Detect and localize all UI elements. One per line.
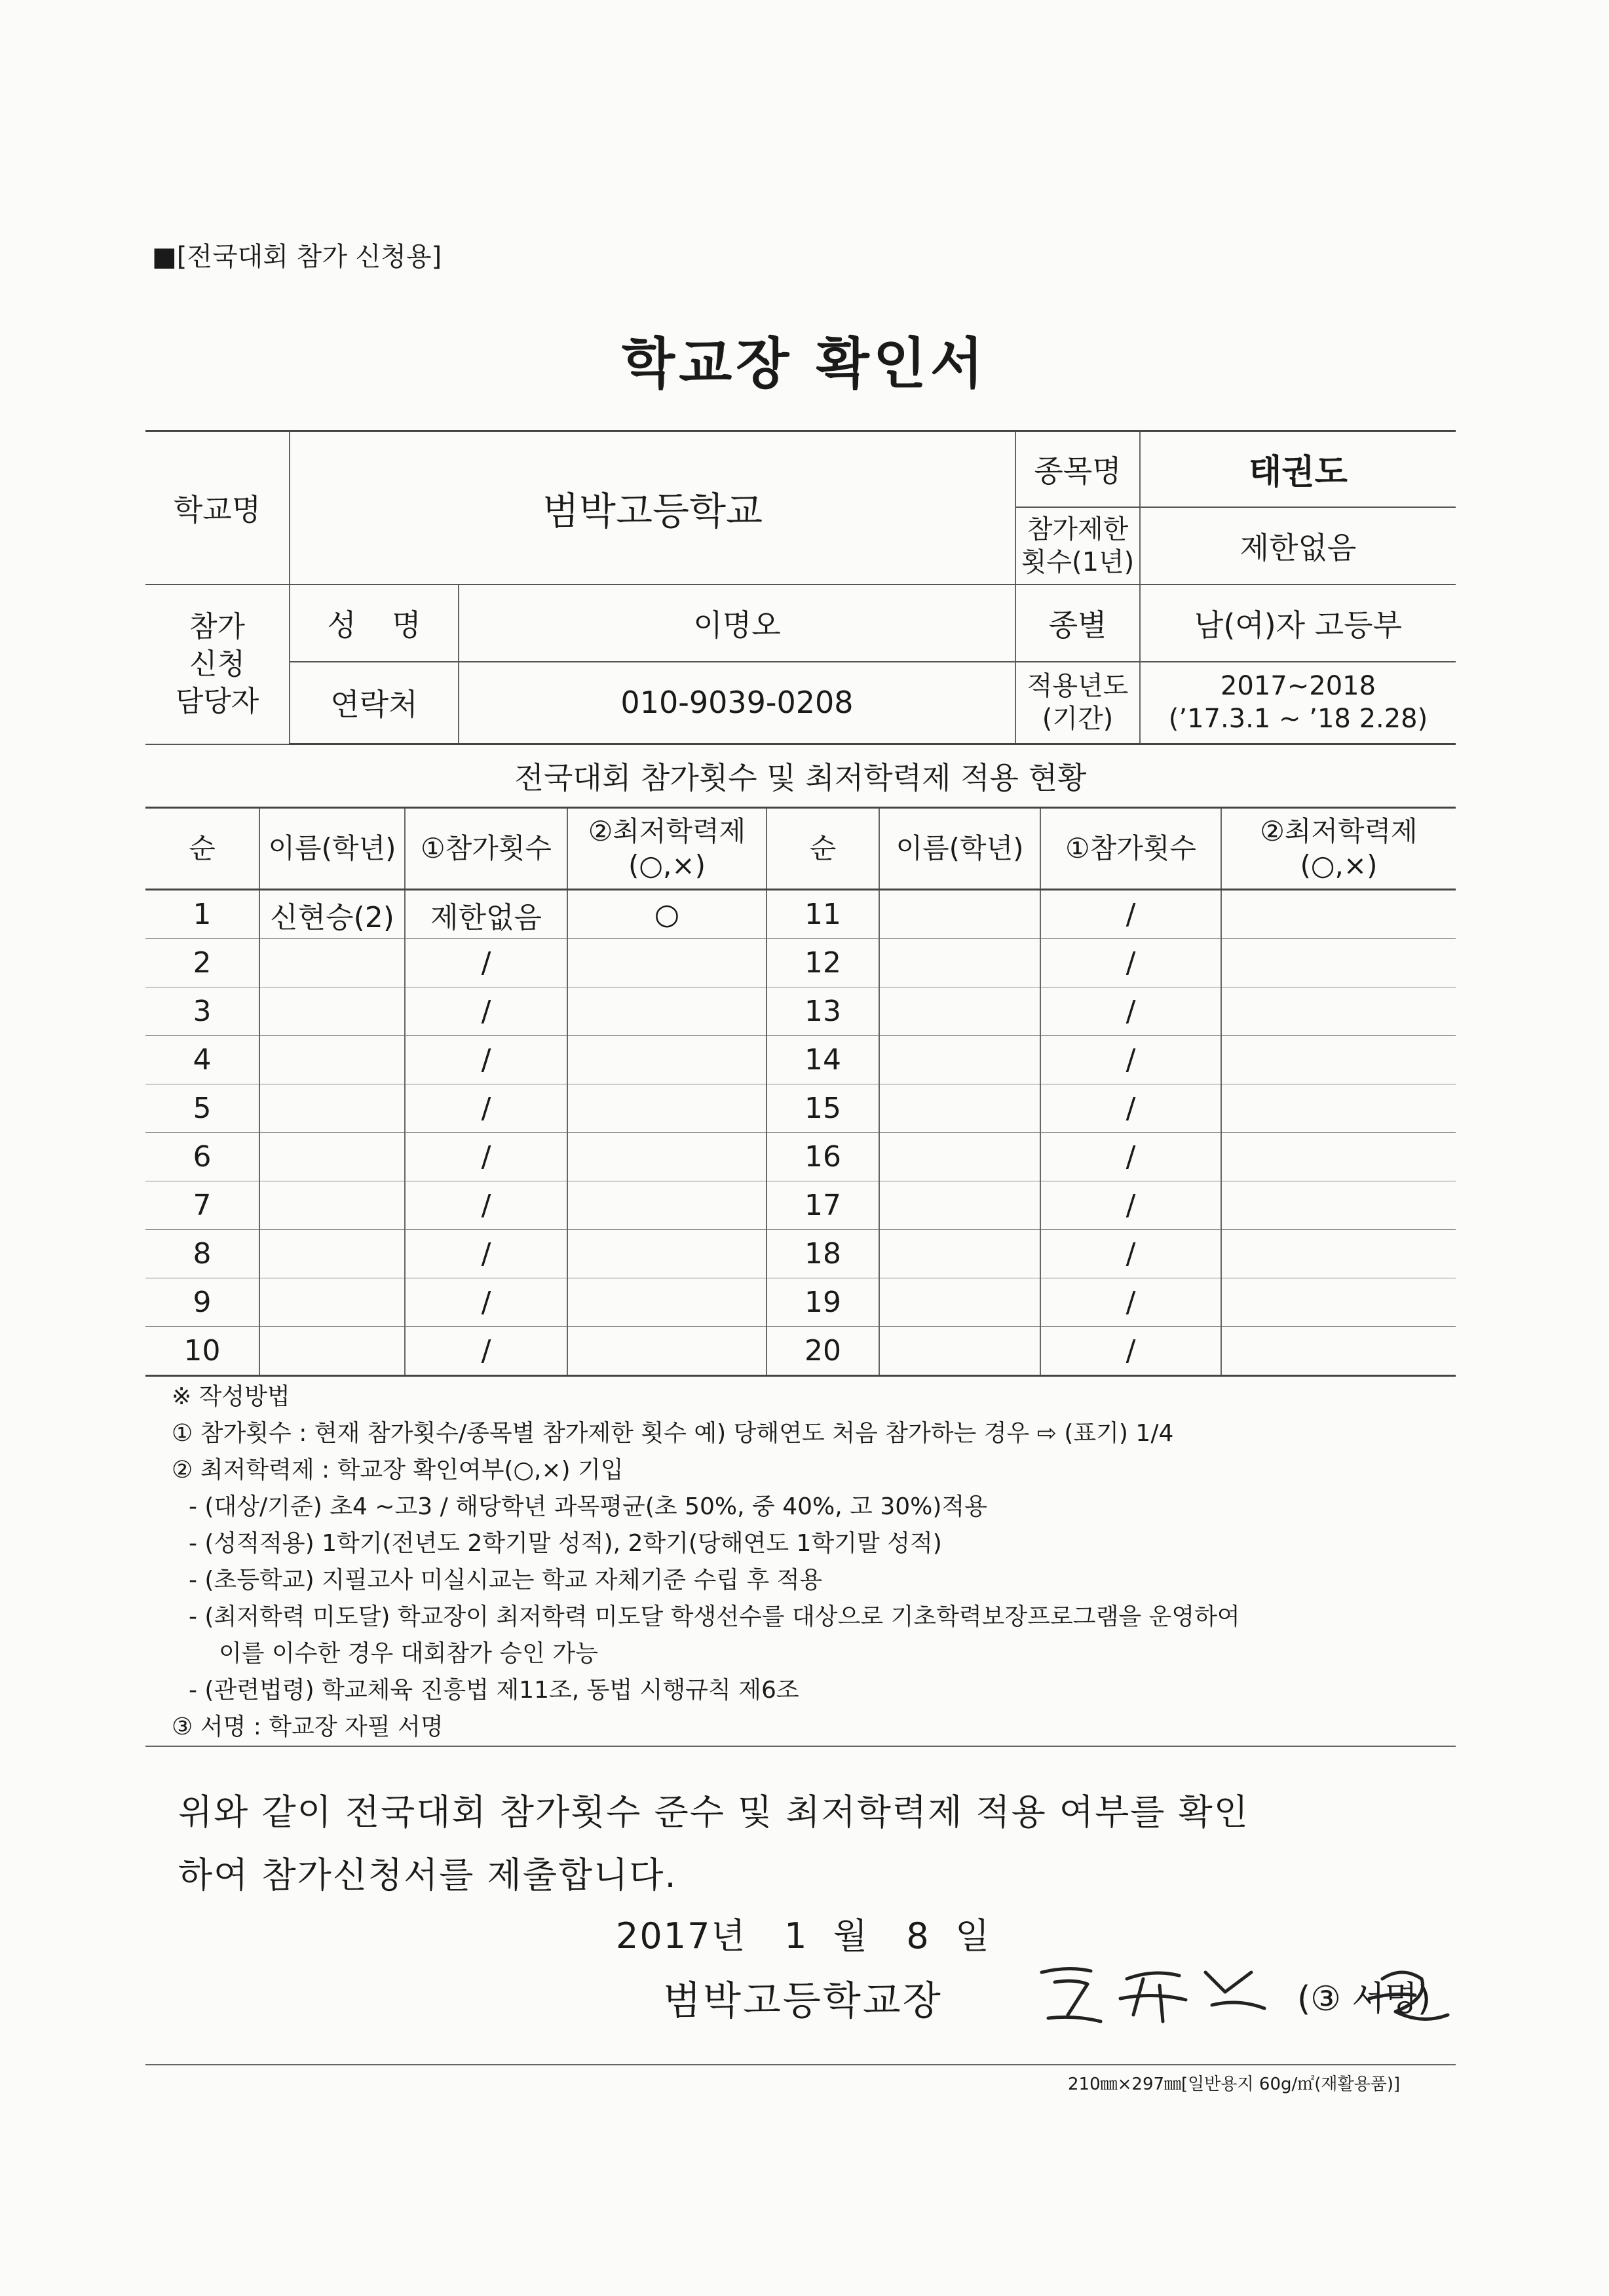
manager-name-label: 성 명: [290, 584, 459, 662]
manager-label: [145, 584, 290, 744]
row-min-standard: [1221, 987, 1456, 1036]
row-no: 3: [145, 987, 259, 1036]
table-row: [145, 1133, 1456, 1181]
row-count: /: [1040, 1133, 1221, 1181]
row-no: 19: [767, 1278, 879, 1327]
note-line: ③ 서명 : 학교장 자필 서명: [172, 1713, 444, 1740]
row-name: [879, 1133, 1040, 1181]
period-label-line1: 적용년도: [1027, 671, 1129, 702]
row-name: [259, 939, 405, 987]
period-label-line2: (기간): [1042, 704, 1114, 735]
row-no: 14: [767, 1036, 879, 1084]
row-min-standard: [1221, 1278, 1456, 1327]
row-name: [259, 1084, 405, 1133]
row-count: /: [405, 987, 567, 1036]
period-label: [1015, 662, 1140, 744]
row-name: [879, 1278, 1040, 1327]
divider: [145, 1746, 1456, 1747]
category-label: 종별: [1015, 584, 1140, 662]
manager-label-line2: 신청: [189, 647, 245, 681]
row-min-standard: [1221, 1084, 1456, 1133]
row-min-standard: [567, 1084, 767, 1133]
row-no: 4: [145, 1036, 259, 1084]
row-no: 16: [767, 1133, 879, 1181]
table-row: [145, 1278, 1456, 1327]
note-line: ② 최저학력제 : 학교장 확인여부(○,×) 기입: [172, 1457, 624, 1483]
paper-spec: 210㎜×297㎜[일반용지 60g/㎡(재활용품)]: [1068, 2075, 1401, 2094]
row-count: /: [405, 1084, 567, 1133]
note-line: - (성적적용) 1학기(전년도 2학기말 성적), 2학기(당해연도 1학기말 성적): [189, 1530, 942, 1557]
row-min-standard: [1221, 939, 1456, 987]
row-no: 17: [767, 1181, 879, 1230]
row-no: 8: [145, 1230, 259, 1278]
col-header-name: 이름(학년): [879, 808, 1040, 890]
row-name: [259, 1327, 405, 1376]
row-name: [879, 1327, 1040, 1376]
row-count: /: [1040, 1327, 1221, 1376]
col-header-min-standard-line1: ②최저학력제: [1260, 814, 1418, 847]
row-name: [879, 1181, 1040, 1230]
manager-label-line1: 참가: [189, 609, 245, 643]
row-no: 20: [767, 1327, 879, 1376]
row-count: /: [405, 1181, 567, 1230]
row-name: [879, 1230, 1040, 1278]
row-name: [259, 1230, 405, 1278]
row-count: /: [1040, 1181, 1221, 1230]
school-name-label: 학교명: [145, 431, 290, 584]
row-no: 2: [145, 939, 259, 987]
row-count: 제한없음: [405, 890, 567, 939]
table-row: [145, 1181, 1456, 1230]
participation-limit-label: [1015, 507, 1140, 584]
table-row: [145, 1230, 1456, 1278]
row-count: /: [1040, 1084, 1221, 1133]
row-name: [259, 1036, 405, 1084]
note-line: - (관련법령) 학교체육 진흥법 제11조, 동법 시행규칙 제6조: [189, 1677, 799, 1704]
declaration-date: 2017년 1 월 8 일: [616, 1915, 991, 1957]
row-min-standard: [1221, 890, 1456, 939]
row-name: [259, 1278, 405, 1327]
row-no: 15: [767, 1084, 879, 1133]
col-header-no: 순: [145, 808, 259, 890]
row-no: 9: [145, 1278, 259, 1327]
row-count: /: [1040, 1230, 1221, 1278]
manager-name-value: 이명오: [459, 584, 1015, 662]
participation-limit-value: 제한없음: [1140, 507, 1456, 584]
row-count: /: [405, 1278, 567, 1327]
row-min-standard: [567, 939, 767, 987]
row-no: 18: [767, 1230, 879, 1278]
sport-value: 태권도: [1140, 431, 1456, 507]
row-count: /: [1040, 1278, 1221, 1327]
row-count: /: [1040, 1036, 1221, 1084]
note-line: - (최저학력 미도달) 학교장이 최저학력 미도달 학생선수를 대상으로 기초학력보장프로그램을 운영하여: [189, 1603, 1240, 1630]
row-min-standard: [1221, 1327, 1456, 1376]
row-count: /: [405, 1133, 567, 1181]
row-name: [259, 1133, 405, 1181]
row-min-standard: [567, 1230, 767, 1278]
row-min-standard: [567, 1181, 767, 1230]
note-line: - (대상/기준) 초4 ~고3 / 해당학년 과목평균(초 50%, 중 40%, 고 30%)적용: [189, 1493, 987, 1520]
participation-limit-label-line2: 횟수(1년): [1021, 546, 1135, 577]
row-name: [259, 987, 405, 1036]
notes-heading: ※ 작성방법: [172, 1383, 290, 1410]
row-min-standard: [567, 1133, 767, 1181]
row-count: /: [405, 1230, 567, 1278]
school-info-table: [145, 430, 1456, 745]
contact-value: 010-9039-0208: [459, 662, 1015, 744]
table-row: [145, 1036, 1456, 1084]
table-row: [145, 1084, 1456, 1133]
declaration-line1: 위와 같이 전국대회 참가횟수 준수 및 최저학력제 적용 여부를 확인: [178, 1791, 1249, 1833]
period-value-line2: (’17.3.1 ~ ’18 2.28): [1168, 704, 1428, 735]
note-line: - (초등학교) 지필고사 미실시교는 학교 자체기준 수립 후 적용: [189, 1567, 823, 1594]
row-min-standard: [1221, 1133, 1456, 1181]
row-count: /: [405, 1327, 567, 1376]
handwritten-signature: [1029, 1953, 1474, 2051]
participation-limit-label-line1: 참가제한: [1027, 514, 1129, 545]
col-header-min-standard-line2: (○,×): [628, 849, 706, 881]
row-no: 10: [145, 1327, 259, 1376]
col-header-no: 순: [767, 808, 879, 890]
manager-label-line3: 담당자: [175, 685, 259, 719]
note-line: 이를 이수한 경우 대회참가 승인 가능: [219, 1640, 598, 1667]
row-no: 6: [145, 1133, 259, 1181]
row-name: [879, 987, 1040, 1036]
table-row: [145, 987, 1456, 1036]
row-min-standard: [1221, 1230, 1456, 1278]
category-value: 남(여)자 고등부: [1140, 584, 1456, 662]
contact-label: 연락처: [290, 662, 459, 744]
col-header-name: 이름(학년): [259, 808, 405, 890]
row-name: 신현승(2): [259, 890, 405, 939]
period-value: [1140, 662, 1456, 744]
col-header-min-standard: [567, 808, 767, 890]
row-name: [879, 890, 1040, 939]
row-name: [879, 1084, 1040, 1133]
row-no: 7: [145, 1181, 259, 1230]
row-min-standard: ○: [567, 890, 767, 939]
note-line: ① 참가횟수 : 현재 참가횟수/종목별 참가제한 횟수 예) 당해연도 처음 참가하는 경우 ⇨ (표기) 1/4: [172, 1420, 1174, 1447]
row-no: 13: [767, 987, 879, 1036]
declaration-text: [178, 1781, 1436, 1907]
table-row: [145, 1327, 1456, 1376]
footer-divider: [145, 2064, 1456, 2065]
row-no: 5: [145, 1084, 259, 1133]
row-no: 1: [145, 890, 259, 939]
col-header-min-standard: [1221, 808, 1456, 890]
row-count: /: [1040, 890, 1221, 939]
col-header-count: ①참가횟수: [405, 808, 567, 890]
form-type-label: ■[전국대회 참가 신청용]: [152, 242, 442, 272]
col-header-min-standard-line1: ②최저학력제: [588, 814, 746, 847]
row-min-standard: [567, 987, 767, 1036]
row-count: /: [405, 939, 567, 987]
row-name: [259, 1181, 405, 1230]
col-header-min-standard-line2: (○,×): [1300, 849, 1378, 881]
period-value-line1: 2017~2018: [1220, 671, 1376, 702]
signer-title: 범박고등학교장: [663, 1978, 943, 2024]
row-min-standard: [567, 1036, 767, 1084]
row-count: /: [1040, 939, 1221, 987]
sport-label: 종목명: [1015, 431, 1140, 507]
declaration-line2: 하여 참가신청서를 제출합니다.: [178, 1854, 677, 1896]
participation-status-table: [145, 745, 1456, 1377]
signature-label: (③ 서명): [1297, 1980, 1431, 2019]
row-count: /: [405, 1036, 567, 1084]
row-count: /: [1040, 987, 1221, 1036]
row-min-standard: [567, 1278, 767, 1327]
table-row: [145, 890, 1456, 939]
school-name-value: 범박고등학교: [290, 431, 1015, 584]
col-header-count: ①참가횟수: [1040, 808, 1221, 890]
row-min-standard: [1221, 1036, 1456, 1084]
row-no: 12: [767, 939, 879, 987]
row-min-standard: [567, 1327, 767, 1376]
row-name: [879, 1036, 1040, 1084]
row-no: 11: [767, 890, 879, 939]
writing-instructions: [172, 1379, 1456, 1746]
status-table-caption: 전국대회 참가횟수 및 최저학력제 적용 현황: [145, 745, 1456, 808]
document-title: 학교장 확인서: [621, 332, 988, 396]
row-name: [879, 939, 1040, 987]
table-row: [145, 939, 1456, 987]
row-min-standard: [1221, 1181, 1456, 1230]
